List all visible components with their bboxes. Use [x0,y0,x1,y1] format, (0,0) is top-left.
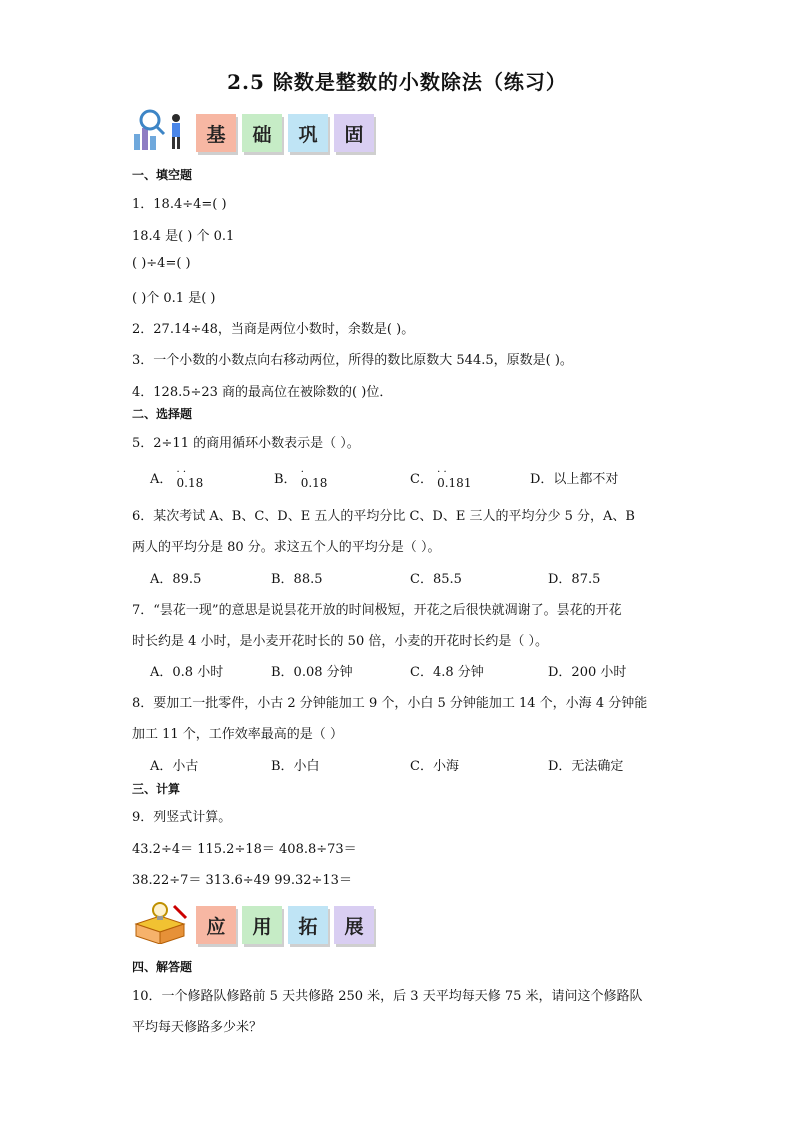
decimal-value: 0.18 [300,476,328,490]
question-5: 5．2÷11 的商用循环小数表示是（ ）。 [132,436,360,451]
option-c: C．85.5 [410,572,462,587]
option-label: C． [410,472,433,487]
option-a: A．0.8 小时 [150,665,224,680]
option-d: D．无法确定 [548,759,624,774]
page-title: 2.5 除数是整数的小数除法（练习） [227,70,567,94]
question-2: 2．27.14÷48，当商是两位小数时，余数是( )。 [132,322,415,337]
banner-tile: 应 [196,906,236,944]
section-heading: 四、解答题 [132,960,193,974]
question-8-line1: 8．要加工一批零件，小古 2 分钟能加工 9 个，小白 5 分钟能加工 14 个，小海 4 分钟能 [132,696,648,711]
magnifier-chart-icon [130,108,192,152]
repeat-dots: · · [176,467,187,478]
option-c [410,467,472,490]
section-heading: 三、计算 [132,782,181,796]
question-1a: 1．18.4÷4=( ) [132,197,227,212]
option-c: C．4.8 分钟 [410,665,484,680]
banner-tile: 用 [242,906,282,944]
repeating-decimal [176,467,204,490]
option-d: D．200 小时 [548,665,627,680]
option-b: B．88.5 [271,572,323,587]
calc-row-1: 43.2÷4＝ 115.2÷18＝ 408.8÷73＝ [132,842,357,857]
section-heading: 二、选择题 [132,407,193,421]
option-c: C．小海 [410,759,459,774]
question-3: 3．一个小数的小数点向右移动两位，所得的数比原数大 544.5，原数是( )。 [132,353,573,368]
question-4: 4．128.5÷23 商的最高位在被除数的( )位． [132,385,393,400]
question-1c: ( )÷4=( ) [132,256,191,271]
calc-row-2: 38.22÷7＝ 313.6÷49 99.32÷13＝ [132,873,352,888]
option-b: B．0.08 分钟 [271,665,353,680]
repeat-dots: · · [437,467,447,478]
option-a: A．小古 [150,759,199,774]
option-b: B．小白 [271,759,320,774]
option-b [274,467,328,490]
decimal-value: 0.18 [176,476,204,490]
question-6-line1: 6．某次考试 A、B、C、D、E 五人的平均分比 C、D、E 三人的平均分少 5 分，A、B [132,509,635,524]
question-7-line1: 7．“昙花一现”的意思是说昙花开放的时间极短，开花之后很快就凋谢了。昙花的开花 [132,603,622,618]
option-a: A．89.5 [150,572,202,587]
question-1b: 18.4 是( ) 个 0.1 [132,229,235,244]
section-banner-extension [130,900,390,944]
option-d: D．87.5 [548,572,601,587]
question-1d: ( )个 0.1 是( ) [132,291,216,306]
section-heading: 一、填空题 [132,168,193,182]
section-banner-basics [130,108,390,152]
option-d: D．以上都不对 [530,472,619,487]
banner-tile: 展 [334,906,374,944]
option-label: A． [150,472,173,487]
option-label: B． [274,472,297,487]
repeat-dots: · [300,467,304,478]
banner-tile: 拓 [288,906,328,944]
repeating-decimal [300,467,328,490]
option-a [150,467,204,490]
banner-tile: 基 [196,114,236,152]
repeating-decimal [437,467,472,490]
question-10-line1: 10．一个修路队修路前 5 天共修路 250 米，后 3 天平均每天修 75 米，请问这个修路队 [132,989,643,1004]
question-8-line2: 加工 11 个，工作效率最高的是（ ） [132,727,343,742]
banner-tile: 巩 [288,114,328,152]
question-10-line2: 平均每天修路多少米？ [132,1020,263,1035]
question-6-line2: 两人的平均分是 80 分。求这五个人的平均分是（ ）。 [132,540,441,555]
banner-tile: 础 [242,114,282,152]
decimal-value: 0.181 [437,476,472,490]
question-9: 9．列竖式计算。 [132,810,232,825]
question-7-line2: 时长约是 4 小时，是小麦开花时长的 50 倍，小麦的开花时长约是（ ）。 [132,634,548,649]
banner-tile: 固 [334,114,374,152]
lightbulb-box-icon [130,900,192,944]
